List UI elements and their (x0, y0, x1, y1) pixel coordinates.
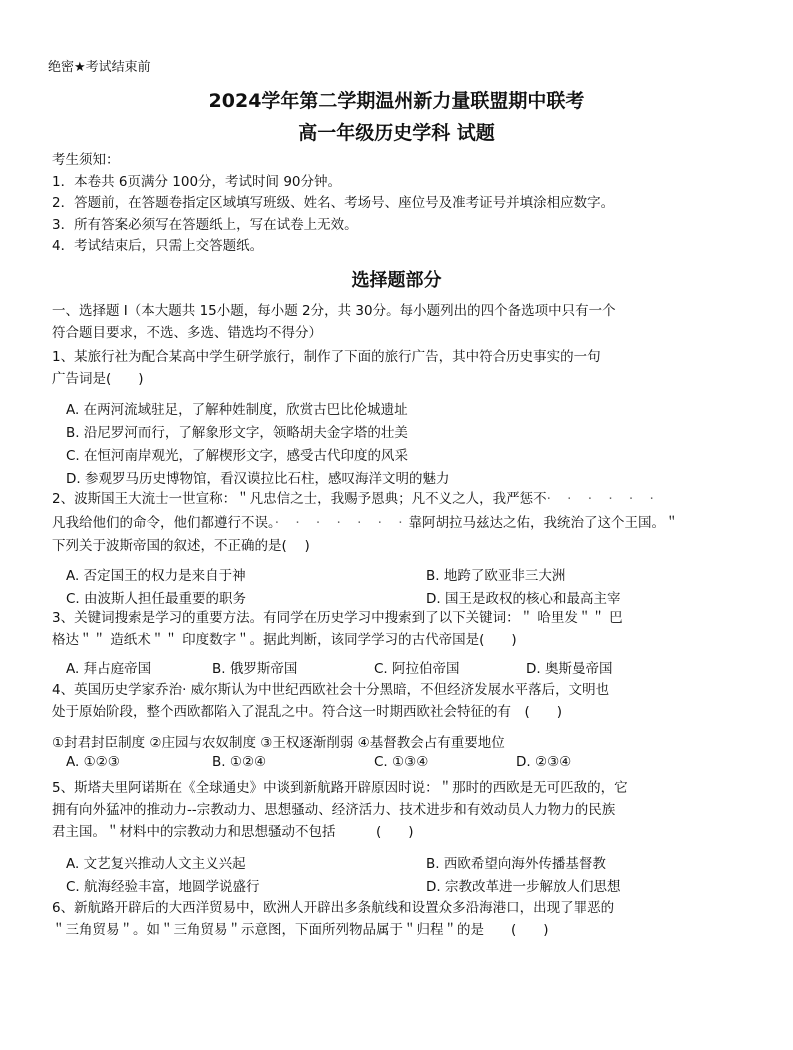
q1-option-c: C. 在恒河南岸观光，了解楔形文字，感受古代印度的风采 (66, 448, 409, 464)
question-line: ＂三角贸易＂。如＂三角贸易＂示意图，下面所列物品属于＂归程＂的是 ( ) (52, 922, 549, 938)
question-line: 拥有向外猛冲的推动力--宗教动力、思想骚动、经济活力、技术进步和有效动员人力物力的民族 (52, 802, 616, 818)
question-line: 5、斯塔夫里阿诺斯在《全球通史》中谈到新航路开辟原因时说：＂那时的西欧是无可匹敌的，它 (52, 780, 628, 796)
q5-option-a: A. 文艺复兴推动人文主义兴起 (66, 856, 246, 872)
notes-item: 4．考试结束后，只需上交答题纸。 (52, 238, 264, 254)
question-2-line1 (52, 488, 660, 510)
question-text: 凡我给他们的命令，他们都遵行不误。 (52, 515, 275, 531)
question-3-stem (52, 607, 623, 651)
question-text: 靠阿胡拉马兹达之佑，我统治了这个王国。＂ (408, 515, 679, 531)
candidate-notes (52, 150, 614, 258)
question-line: 处于原始阶段，整个西欧都陷入了混乱之中。符合这一时期西欧社会特征的有 ( ) (52, 704, 563, 720)
q3-option-a: A. 拜占庭帝国 (66, 661, 152, 677)
q5-option-d: D. 宗教改革进一步解放人们思想 (426, 879, 621, 895)
q3-option-c: C. 阿拉伯帝国 (374, 661, 460, 677)
q4-option-b: B. ①②④ (212, 754, 267, 770)
section-title: 选择题部分 (351, 270, 442, 291)
q1-option-b: B. 沿尼罗河而行，了解象形文字，领略胡夫金字塔的壮美 (66, 425, 408, 441)
q2-option-b: B. 地跨了欧亚非三大洲 (426, 568, 566, 584)
question-text: 2、波斯国王大流士一世宣称：＂凡忠信之士，我赐予恩典；凡不义之人，我严惩不 (52, 491, 547, 507)
q4-option-c: C. ①③④ (374, 754, 429, 770)
intro-line: 符合题目要求，不选、多选、错选均不得分） (52, 325, 322, 341)
q1-option-a: A. 在两河流域驻足，了解种姓制度，欣赏古巴比伦城遗址 (66, 402, 408, 418)
section-intro (52, 300, 616, 344)
notes-item: 1．本卷共 6页满分 100分，考试时间 90分钟。 (52, 173, 341, 190)
q2-option-d: D. 国王是政权的核心和最高主宰 (426, 591, 621, 607)
q3-option-d: D. 奥斯曼帝国 (526, 661, 613, 677)
notes-item: 3．所有答案必须写在答题纸上，写在试卷上无效。 (52, 216, 358, 233)
q2-option-c: C. 由波斯人担任最重要的职务 (66, 591, 247, 607)
question-4-stem (52, 679, 609, 723)
confidential-mark: 绝密★考试结束前 (48, 60, 151, 75)
question-5-stem (52, 777, 628, 843)
question-line: 广告词是( ) (52, 371, 144, 387)
q4-statements: ①封君封臣制度 ②庄园与农奴制度 ③王权逐渐削弱 ④基督教会占有重要地位 (52, 735, 505, 751)
q5-option-b: B. 西欧希望向海外传播基督教 (426, 856, 606, 872)
emphasis-dots: · · · · · · (546, 491, 660, 507)
intro-line: 一、选择题 I（本大题共 15小题，每小题 2分，共 30分。每小题列出的四个备选项中只有一个 (52, 303, 616, 319)
question-2-line3: 下列关于波斯帝国的叙述，不正确的是( ) (52, 538, 310, 554)
emphasis-dots: · · · · · · · (274, 515, 409, 531)
question-line: 4、英国历史学家乔治· 威尔斯认为中世纪西欧社会十分黑暗，不但经济发展水平落后，文明也 (52, 682, 610, 698)
q2-option-a: A. 否定国王的权力是来自于神 (66, 568, 246, 584)
question-line: 1、某旅行社为配合某高中学生研学旅行，制作了下面的旅行广告，其中符合历史事实的一句 (52, 349, 601, 365)
question-line: 君主国。＂材料中的宗教动力和思想骚动不包括 ( ) (52, 824, 414, 840)
question-1-stem (52, 346, 601, 390)
exam-subtitle: 高一年级历史学科 试题 (298, 122, 495, 144)
question-line: 3、关键词搜索是学习的重要方法。有同学在历史学习中搜索到了以下关键词：＂ 哈里发＂＂ 巴 (52, 610, 623, 626)
q4-option-a: A. ①②③ (66, 754, 120, 770)
q3-option-b: B. 俄罗斯帝国 (212, 661, 298, 677)
question-line: 格达＂＂ 造纸术＂＂ 印度数字＂。据此判断，该同学学习的古代帝国是( ) (52, 632, 517, 648)
q1-option-d: D. 参观罗马历史博物馆，看汉谟拉比石柱，感叹海洋文明的魅力 (66, 471, 450, 487)
notes-item: 2．答题前，在答题卷指定区域填写班级、姓名、考场号、座位号及准考证号并填涂相应数字。 (52, 195, 615, 211)
notes-heading: 考生须知： (52, 152, 120, 168)
question-6-stem (52, 897, 614, 941)
q5-option-c: C. 航海经验丰富，地圆学说盛行 (66, 879, 260, 895)
question-2-line2 (52, 512, 679, 534)
question-line: 6、新航路开辟后的大西洋贸易中，欧洲人开辟出多条航线和设置众多沿海港口，出现了罪恶的 (52, 900, 615, 916)
exam-title: 2024学年第二学期温州新力量联盟期中联考 (208, 90, 585, 112)
q4-option-d: D. ②③④ (516, 754, 572, 770)
